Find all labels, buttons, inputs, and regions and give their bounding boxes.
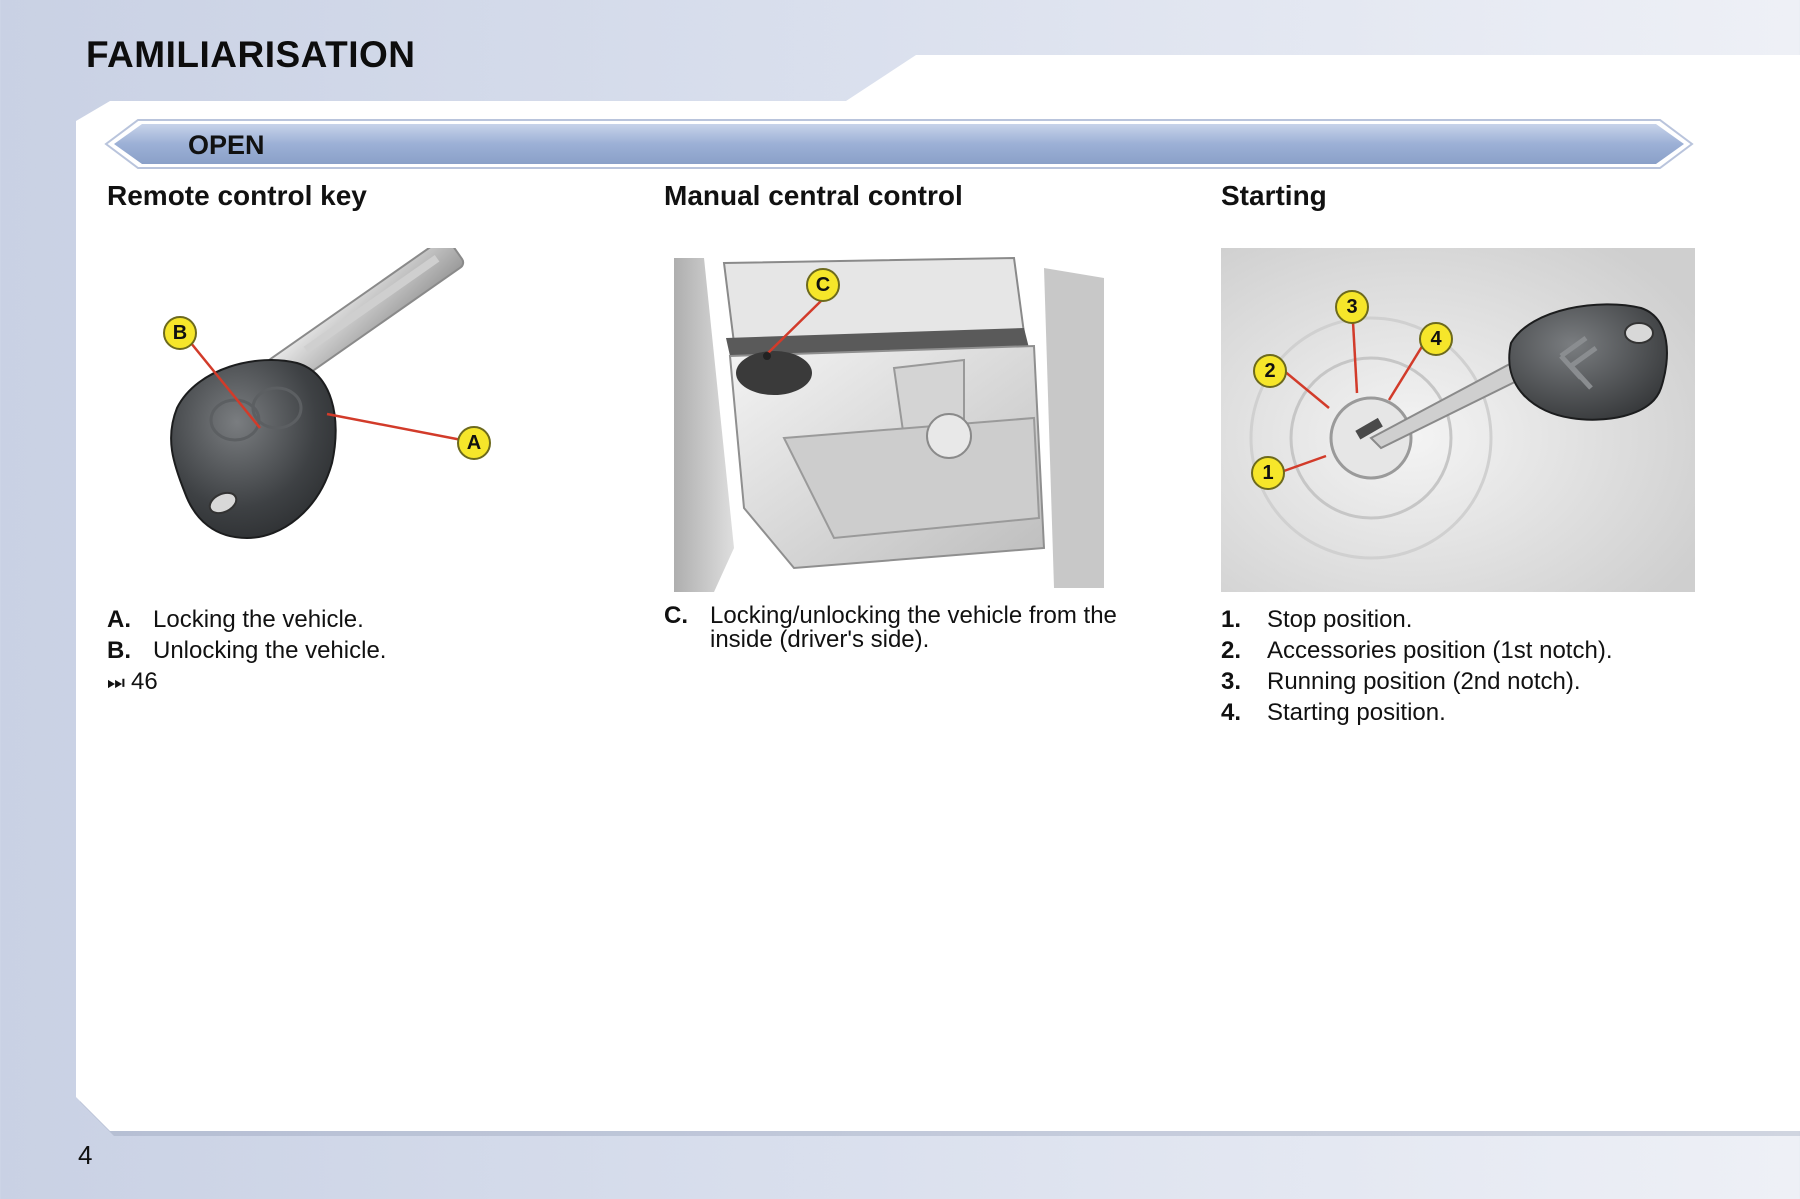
column-starting [1221, 180, 1701, 726]
callout-3: 3 [1335, 290, 1369, 324]
remote-key-illustration [107, 248, 581, 592]
page-title: FAMILIARISATION [86, 34, 416, 75]
caption-list [664, 604, 1140, 652]
caption-item: 3. Running position (2nd notch). [1221, 668, 1581, 695]
page-panel [76, 55, 1800, 1131]
column-heading: Manual central control [664, 180, 963, 211]
page-number: 4 [78, 1140, 93, 1170]
caption-list [107, 604, 386, 666]
caption-item: 1. Stop position. [1221, 606, 1413, 633]
caption-item: 4. Starting position. [1221, 699, 1446, 726]
section-banner [104, 118, 1694, 170]
callout-2: 2 [1253, 354, 1287, 388]
callout-4: 4 [1419, 322, 1453, 356]
caption-item: A. Locking the vehicle. [107, 606, 364, 633]
column-remote-control-key [107, 180, 587, 695]
ignition-illustration [1221, 248, 1695, 592]
column-manual-central-control [664, 180, 1144, 653]
callout-b: B [163, 316, 197, 350]
callout-a: A [457, 426, 491, 460]
column-heading: Starting [1221, 180, 1327, 211]
callout-1: 1 [1251, 456, 1285, 490]
column-heading: Remote control key [107, 180, 367, 211]
callout-c: C [806, 268, 840, 302]
caption-list [1221, 604, 1612, 728]
caption-item: 2. Accessories position (1st notch). [1221, 637, 1613, 664]
door-panel-illustration [664, 248, 1138, 592]
section-title: OPEN [188, 130, 265, 160]
reference-page-number: 46 [131, 668, 158, 695]
page-reference[interactable] [107, 668, 158, 696]
caption-item: B. Unlocking the vehicle. [107, 637, 387, 664]
skip-forward-icon: ⏭ [107, 672, 125, 694]
caption-item: C. Locking/unlocking the vehicle from the inside (driver's side). [664, 602, 1117, 653]
